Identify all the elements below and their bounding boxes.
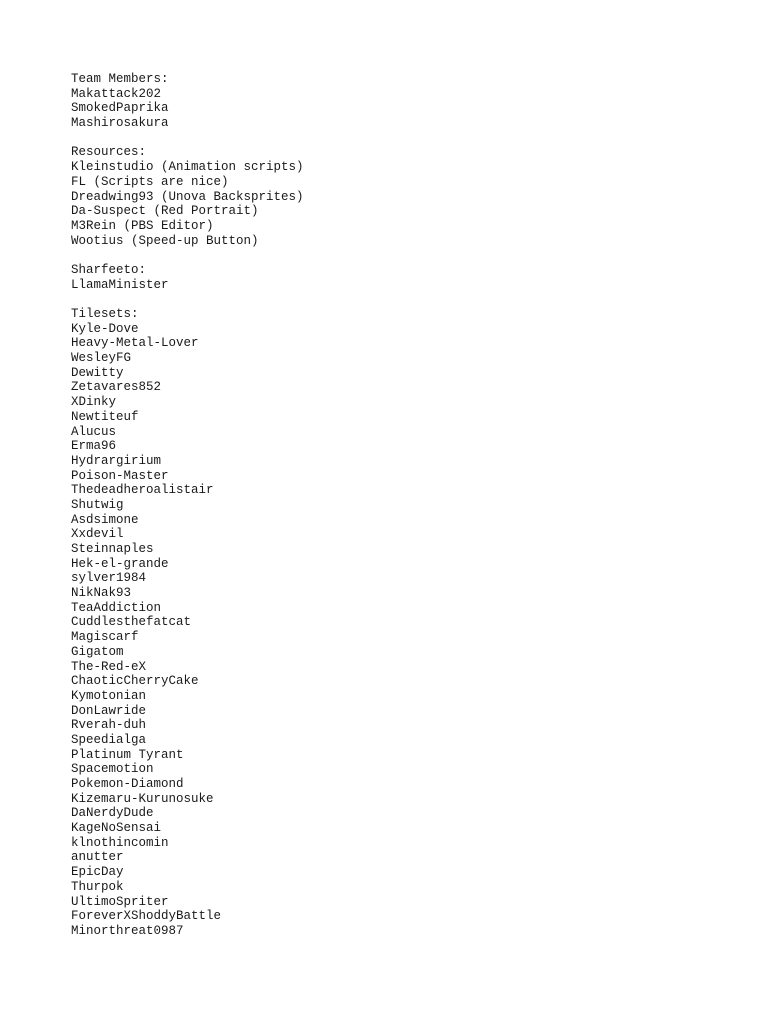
credit-entry: Kyle-Dove [71, 321, 139, 336]
credit-entry: Platinum Tyrant [71, 747, 184, 762]
credit-entry: Da-Suspect (Red Portrait) [71, 204, 259, 219]
credit-entry: UltimoSpriter [71, 894, 169, 909]
credits-document [71, 72, 751, 939]
credit-entry: klnothincomin [71, 835, 169, 850]
credit-entry: Spacemotion [71, 762, 154, 777]
credit-entry: Shutwig [71, 497, 124, 512]
credit-entry: Zetavares852 [71, 380, 162, 395]
credit-entry: Magiscarf [71, 630, 139, 645]
section-sharfeeto [71, 263, 751, 292]
credit-entry: Dewitty [71, 365, 124, 380]
credit-entry: The-Red-eX [71, 659, 147, 674]
credit-entry: Asdsimone [71, 512, 139, 527]
credit-entry: Kymotonian [71, 688, 147, 703]
credit-entry: Heavy-Metal-Lover [71, 336, 199, 351]
credit-entry: EpicDay [71, 865, 124, 880]
section-heading: Resources: [71, 145, 147, 160]
credit-entry: DaNerdyDude [71, 806, 154, 821]
credit-entry: Newtiteuf [71, 409, 139, 424]
credit-entry: LlamaMinister [71, 277, 169, 292]
credit-entry: Erma96 [71, 439, 117, 454]
credit-entry: Rverah-duh [71, 718, 147, 733]
credit-entry: Dreadwing93 (Unova Backsprites) [71, 189, 304, 204]
credit-entry: ChaoticCherryCake [71, 674, 199, 689]
credit-entry: Hydrargirium [71, 453, 162, 468]
credit-entry: Xxdevil [71, 527, 124, 542]
credit-entry: KageNoSensai [71, 821, 162, 836]
section-resources [71, 145, 751, 248]
credit-entry: anutter [71, 850, 124, 865]
credit-entry: Poison-Master [71, 468, 169, 483]
credit-entry: Kizemaru-Kurunosuke [71, 791, 214, 806]
credit-entry: FL (Scripts are nice) [71, 174, 229, 189]
credit-entry: WesleyFG [71, 351, 132, 366]
section-team-members [71, 72, 751, 131]
credit-entry: ForeverXShoddyBattle [71, 909, 222, 924]
credit-entry: NikNak93 [71, 586, 132, 601]
section-heading: Sharfeeto: [71, 262, 147, 277]
credit-entry: sylver1984 [71, 571, 147, 586]
credit-entry: Thedeadheroalistair [71, 483, 214, 498]
credit-entry: XDinky [71, 395, 117, 410]
credit-entry: M3Rein (PBS Editor) [71, 218, 214, 233]
credit-entry: Thurpok [71, 879, 124, 894]
credit-entry: Mashirosakura [71, 116, 169, 131]
credit-entry: Pokemon-Diamond [71, 777, 184, 791]
credit-entry: Minorthreat0987 [71, 923, 184, 938]
credit-entry: Speedialga [71, 732, 147, 747]
credit-entry: Cuddlesthefatcat [71, 615, 192, 630]
credit-entry: Kleinstudio (Animation scripts) [71, 160, 304, 175]
section-heading: Tilesets: [71, 307, 139, 321]
credit-entry: Gigatom [71, 644, 124, 659]
credit-entry: Wootius (Speed-up Button) [71, 233, 259, 248]
credit-entry: TeaAddiction [71, 600, 162, 615]
credit-entry: Steinnaples [71, 542, 154, 556]
credit-entry: DonLawride [71, 703, 147, 718]
credit-entry: Hek-el-grande [71, 556, 169, 571]
section-tilesets [71, 307, 751, 939]
credit-entry: SmokedPaprika [71, 101, 169, 116]
section-heading: Team Members: [71, 72, 169, 86]
credit-entry: Alucus [71, 424, 117, 439]
credit-entry: Makattack202 [71, 86, 162, 101]
